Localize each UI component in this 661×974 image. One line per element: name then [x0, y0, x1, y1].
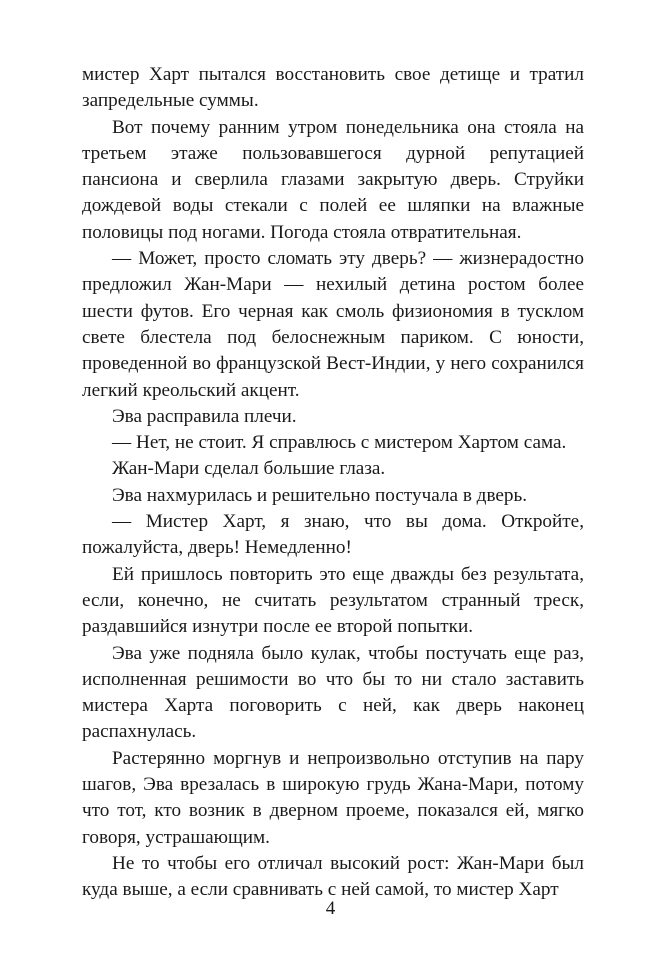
paragraph: Ей пришлось повторить это еще дважды без результата, если, конечно, не считать результатом странный треск, раздавшийся изнутри после ее второй попытки. — [82, 563, 584, 638]
page-number: 4 — [325, 898, 336, 919]
paragraph: — Мистер Харт, я знаю, что вы дома. Откройте, пожалуйста, дверь! Немедленно! — [82, 511, 584, 559]
paragraph: Не то чтобы его отличал высокий рост: Жан-Мари был куда выше, а если сравнивать с ней самой, то мистер Харт — [82, 852, 584, 901]
paragraph: Вот почему ранним утром понедельника она стояла на третьем этаже пользовавшегося дурной репутацией пансиона и сверлила глазами закрытую дверь. Струйки дождевой воды стекали с полей ее шляпки на влажные половицы под ногами. Погода стояла отвратительная. — [82, 116, 584, 243]
paragraph: Эва расправила плечи. — [112, 405, 297, 427]
paragraph: Эва нахмурилась и решительно постучала в дверь. — [112, 484, 528, 506]
paragraph: Растерянно моргнув и непроизвольно отступив на пару шагов, Эва врезалась в широкую грудь Жана-Мари, потому что тот, кто возник в дверном проеме, показался ей, мягко говоря, устрашающим. — [82, 747, 584, 848]
paragraph-continuation: мистер Харт пытался восстановить свое детище и тратил запредельные суммы. — [82, 64, 584, 112]
paragraph: — Нет, не стоит. Я справлюсь с мистером Хартом сама. — [112, 432, 567, 454]
paragraph: Эва уже подняла было кулак, чтобы постучать еще раз, исполненная решимости во что бы то ни стало заставить мистера Харта поговорить с ней, как дверь наконец распахнулась. — [82, 642, 584, 743]
paragraph: — Может, просто сломать эту дверь? — жизнерадостно предложил Жан-Мари — нехилый детина ростом более шести футов. Его черная как смоль физиономия в тусклом свете блестела под белоснежным париком. С юности, проведенной во французской Вест-Индии, у него сохранился легкий креольский акцент. — [82, 248, 584, 401]
page-text — [82, 62, 584, 904]
paragraph: Жан-Мари сделал большие глаза. — [112, 458, 386, 480]
